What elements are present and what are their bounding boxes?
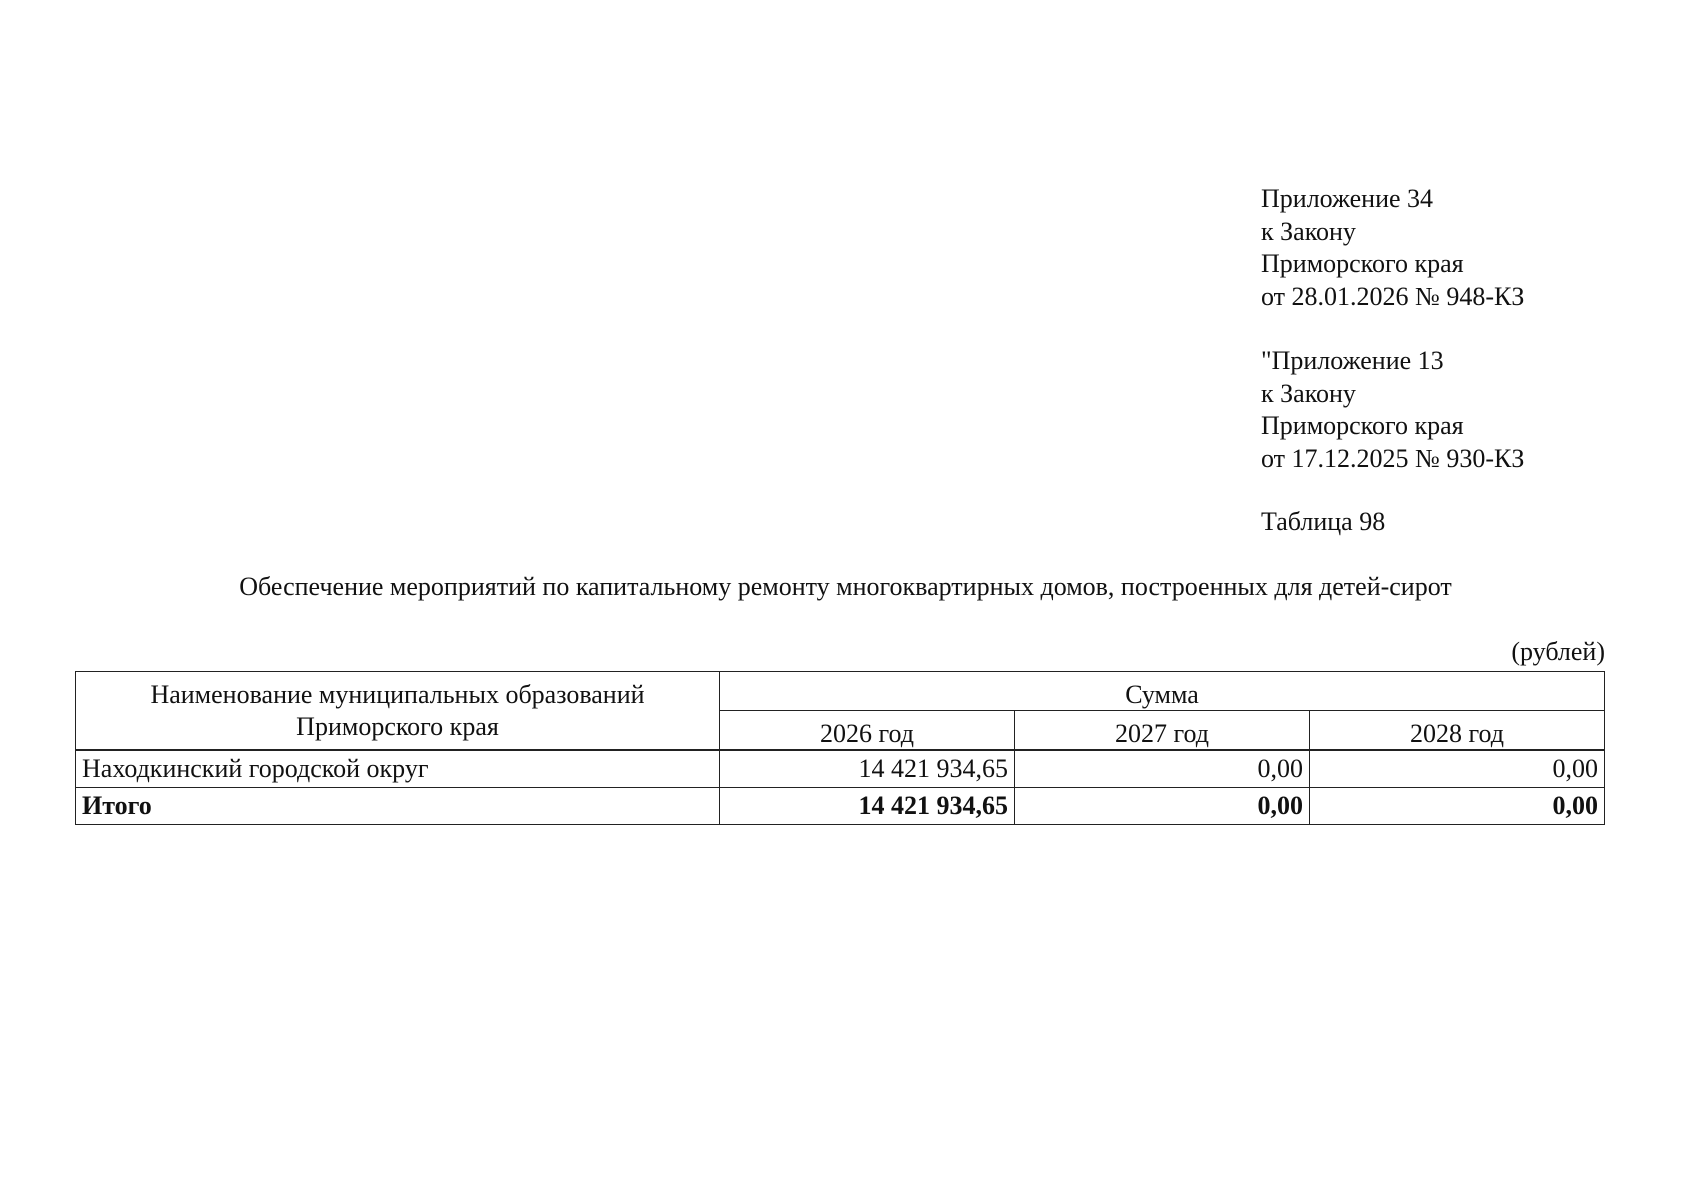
year-header-2027: 2027 год bbox=[1015, 711, 1310, 750]
document-title: Обеспечение мероприятий по капитальному ремонту многоквартирных домов, построенных для детей-сирот bbox=[239, 572, 1452, 601]
sum-column-header: Сумма bbox=[720, 672, 1605, 711]
table-header-row bbox=[76, 672, 1605, 711]
name-header-line: Приморского края bbox=[296, 711, 499, 741]
name-column-header bbox=[76, 672, 720, 750]
prior-appendix-line: к Закону bbox=[1261, 378, 1356, 408]
total-2026: 14 421 934,65 bbox=[720, 788, 1015, 825]
total-row bbox=[76, 788, 1605, 825]
prior-appendix-header bbox=[1261, 345, 1524, 475]
table-row bbox=[76, 751, 1605, 788]
prior-appendix-line: Приморского края bbox=[1261, 411, 1464, 440]
appendix-line: Приложение 34 bbox=[1261, 184, 1434, 213]
table-number: Таблица 98 bbox=[1261, 507, 1386, 536]
appendix-line: Приморского края bbox=[1261, 249, 1464, 278]
prior-appendix-line: "Приложение 13 bbox=[1261, 346, 1444, 375]
unit-note: (рублей) bbox=[1511, 637, 1605, 666]
funding-table bbox=[75, 671, 1605, 825]
year-header-2028: 2028 год bbox=[1310, 711, 1605, 750]
appendix-line: к Закону bbox=[1261, 216, 1356, 246]
amount-2028: 0,00 bbox=[1310, 751, 1605, 788]
year-header-2026: 2026 год bbox=[720, 711, 1015, 750]
appendix-header bbox=[1261, 183, 1524, 313]
prior-appendix-line: от 17.12.2025 № 930-КЗ bbox=[1261, 443, 1525, 473]
municipality-name: Находкинский городской округ bbox=[76, 751, 720, 788]
name-header-line: Наименование муниципальных образований bbox=[150, 679, 645, 709]
total-label: Итого bbox=[76, 788, 720, 825]
total-2028: 0,00 bbox=[1310, 788, 1605, 825]
appendix-line: от 28.01.2026 № 948-КЗ bbox=[1261, 281, 1525, 311]
amount-2027: 0,00 bbox=[1015, 751, 1310, 788]
total-2027: 0,00 bbox=[1015, 788, 1310, 825]
amount-2026: 14 421 934,65 bbox=[720, 751, 1015, 788]
